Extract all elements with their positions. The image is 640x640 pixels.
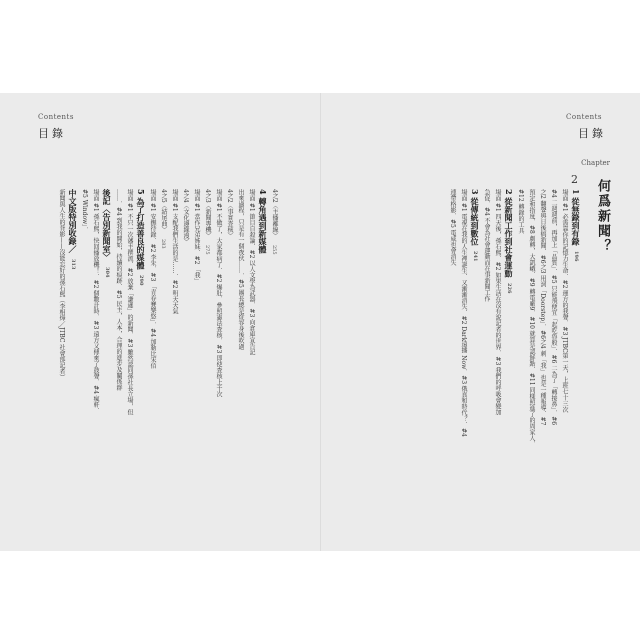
toc-entry-text: 新聞與人生的背影——沒能忘好的孫石熙（李相燁／JTBC 社會部記者） [58,189,65,381]
toc-section-heading [69,189,77,519]
toc-entry-text: ……．#4 到我的開始，持續的痕跡．#5 民主，人本，合理的進步及關係群 [115,189,122,391]
chapter-number: 2 [571,173,578,186]
toc-page-number: 226 [506,283,512,294]
toc-entry-text: 4之3〈新聞專機〉 [204,189,211,239]
toc-entry-text: #5 Window」． [81,189,88,234]
toc-entry-text: 場面 #1 四天後，孫石熙．#2 如果生活在沒有說記者的世界．#3 我們的呼吸會變加 [494,189,501,416]
toc-entry [148,189,156,519]
left-toc [48,189,278,519]
toc-entry-text: 場面 #1 支配我們生活的是……．#2 明天天氣 [171,189,178,315]
toc-entry [192,189,200,519]
book-spread [0,93,640,551]
toc-section-heading [259,189,267,519]
toc-page-number: 304 [104,267,110,278]
toc-entry [225,189,233,519]
toc-entry-text: 4 轉角遇到新媒體 [258,189,268,254]
toc-entry-text: 2 從新聞工作到社會運動 [504,189,514,278]
toc-entry [57,189,65,519]
toc-entry-text: 連帶格影．#5 電威也會消失 [449,189,456,266]
left-header-zh: 目錄 [38,127,66,140]
toc-entry [114,189,122,519]
left-header-en: Contents [38,113,74,121]
toc-entry [448,189,456,519]
toc-entry [493,189,501,519]
toc-section-heading [137,189,145,519]
toc-section-heading [505,189,513,519]
toc-page-number: 255 [271,244,277,255]
toc-entry-text: #12 轉錄的工具 [517,189,524,234]
toc-page-number: 283 [160,238,166,249]
toc-page-number: 241 [472,251,478,262]
toc-entry-text: 4之5〈結尾曲〉 [160,189,167,233]
right-page [320,93,640,551]
toc-entry-text: #4 二週週前，再加上「品質」．#5 只能飛便宜「起吃魯般」．#6 二為了「轉接鼻」．#6 [550,189,557,426]
toc-entry-text: 場面 #1 不只一次藩主撰流．#2 放棄「謙遜」的新聞．#3 雖然認同孫社長立場，但 [126,189,133,416]
toc-entry [482,189,490,519]
toc-entry-text: 中文版特別收錄／ [68,189,78,253]
toc-entry [270,189,278,519]
toc-entry [538,189,546,519]
toc-entry-text: 4之2〈事實查核〉 [226,189,233,239]
toc-entry [159,189,167,519]
toc-entry [516,189,524,519]
right-header-zh: 目錄 [578,127,606,140]
toc-section-heading [572,189,580,519]
toc-entry [459,189,467,519]
toc-page-number: 275 [204,244,210,255]
toc-entry-text: 急促．#4 不會為社會運動而在事新聞工作 [483,189,490,302]
toc-entry [527,189,535,519]
toc-entry [236,189,244,519]
toc-page-number: 290 [138,275,144,286]
toc-entry-text: 5 為了打造善良的媒體 [136,189,146,270]
toc-entry [549,189,557,519]
toc-entry [181,189,189,519]
toc-entry [247,189,255,519]
toc-entry-text: 場面 #1 安撫待錄．#2 李朱．#3 「青春賽樂悠」．#4 加勒比宋佰 [149,189,156,369]
toc-entry [80,189,88,519]
toc-entry-text: 之2 翻聲與日後搞新聞．#6之3 用詞「Doorstep」．#6之4 刺「我」也是一種報導．#7 [539,189,546,426]
toc-entry-text: 場面 #1 孫石熙，快回播放機！．#2 個數計時．#3 遠方又傳來了鼓聲．#4 瘋軒． [92,189,99,414]
toc-entry-text: 場面 #1 必需靠你的記憶力生命．#2 運方的我聲．#3 JTBC第一天，上班七十三次 [561,189,568,413]
toc-entry-text: 出來過程，只是有一個夜伙……．#5 團長總是從容身後吹過 [237,189,244,350]
toc-entry [203,189,211,519]
chapter-title: 何爲新聞？ [595,179,610,254]
toc-page-number: 313 [70,259,76,270]
toc-entry-text: 預定和指度．#8 劇轉，大凱峨．#9 轉電廠9．#10 就算是認鮮點．#11 同樣照進了的周家人． [528,189,535,448]
left-page [0,93,321,551]
toc-entry-text: 場面 #1 不做了，大家都病了．#2 爆肚．參照憲法查核．#3 即使查核上千次 [215,189,222,398]
toc-entry-text: 場面 #1 節目自殺論．#2 以人文學為武器．#3 向倉庫宣告記 [248,189,255,356]
toc-page-number: 196 [573,251,579,262]
toc-entry-text: 場面 #1 電視在我的人生裡誕生、又漸漸消失．#2 Dark遠播 Now．#3 俄真和時代？．#4 [460,189,467,437]
toc-entry [560,189,568,519]
toc-entry [170,189,178,519]
toc-entry-text: 4之2〈主播離線〉 [271,189,278,239]
toc-entry [125,189,133,519]
toc-section-heading [103,189,111,519]
toc-entry [214,189,222,519]
chapter-label: Chapter [581,159,610,167]
toc-entry-text: 1 從無錄到有錄 [571,189,581,246]
toc-entry-text: 3 從傳統到數位 [470,189,480,246]
right-toc [430,189,580,519]
toc-entry-text: 場面 #1 當作兄弟姊妹．#2 「我」 [193,189,200,285]
toc-section-heading [471,189,479,519]
toc-entry-text: 4之4〈文化邊緣漫〉 [182,189,189,245]
toc-entry-text: 後記〈告別新聞室〉 [102,189,112,261]
right-header-en: Contents [566,113,602,121]
toc-entry [91,189,99,519]
